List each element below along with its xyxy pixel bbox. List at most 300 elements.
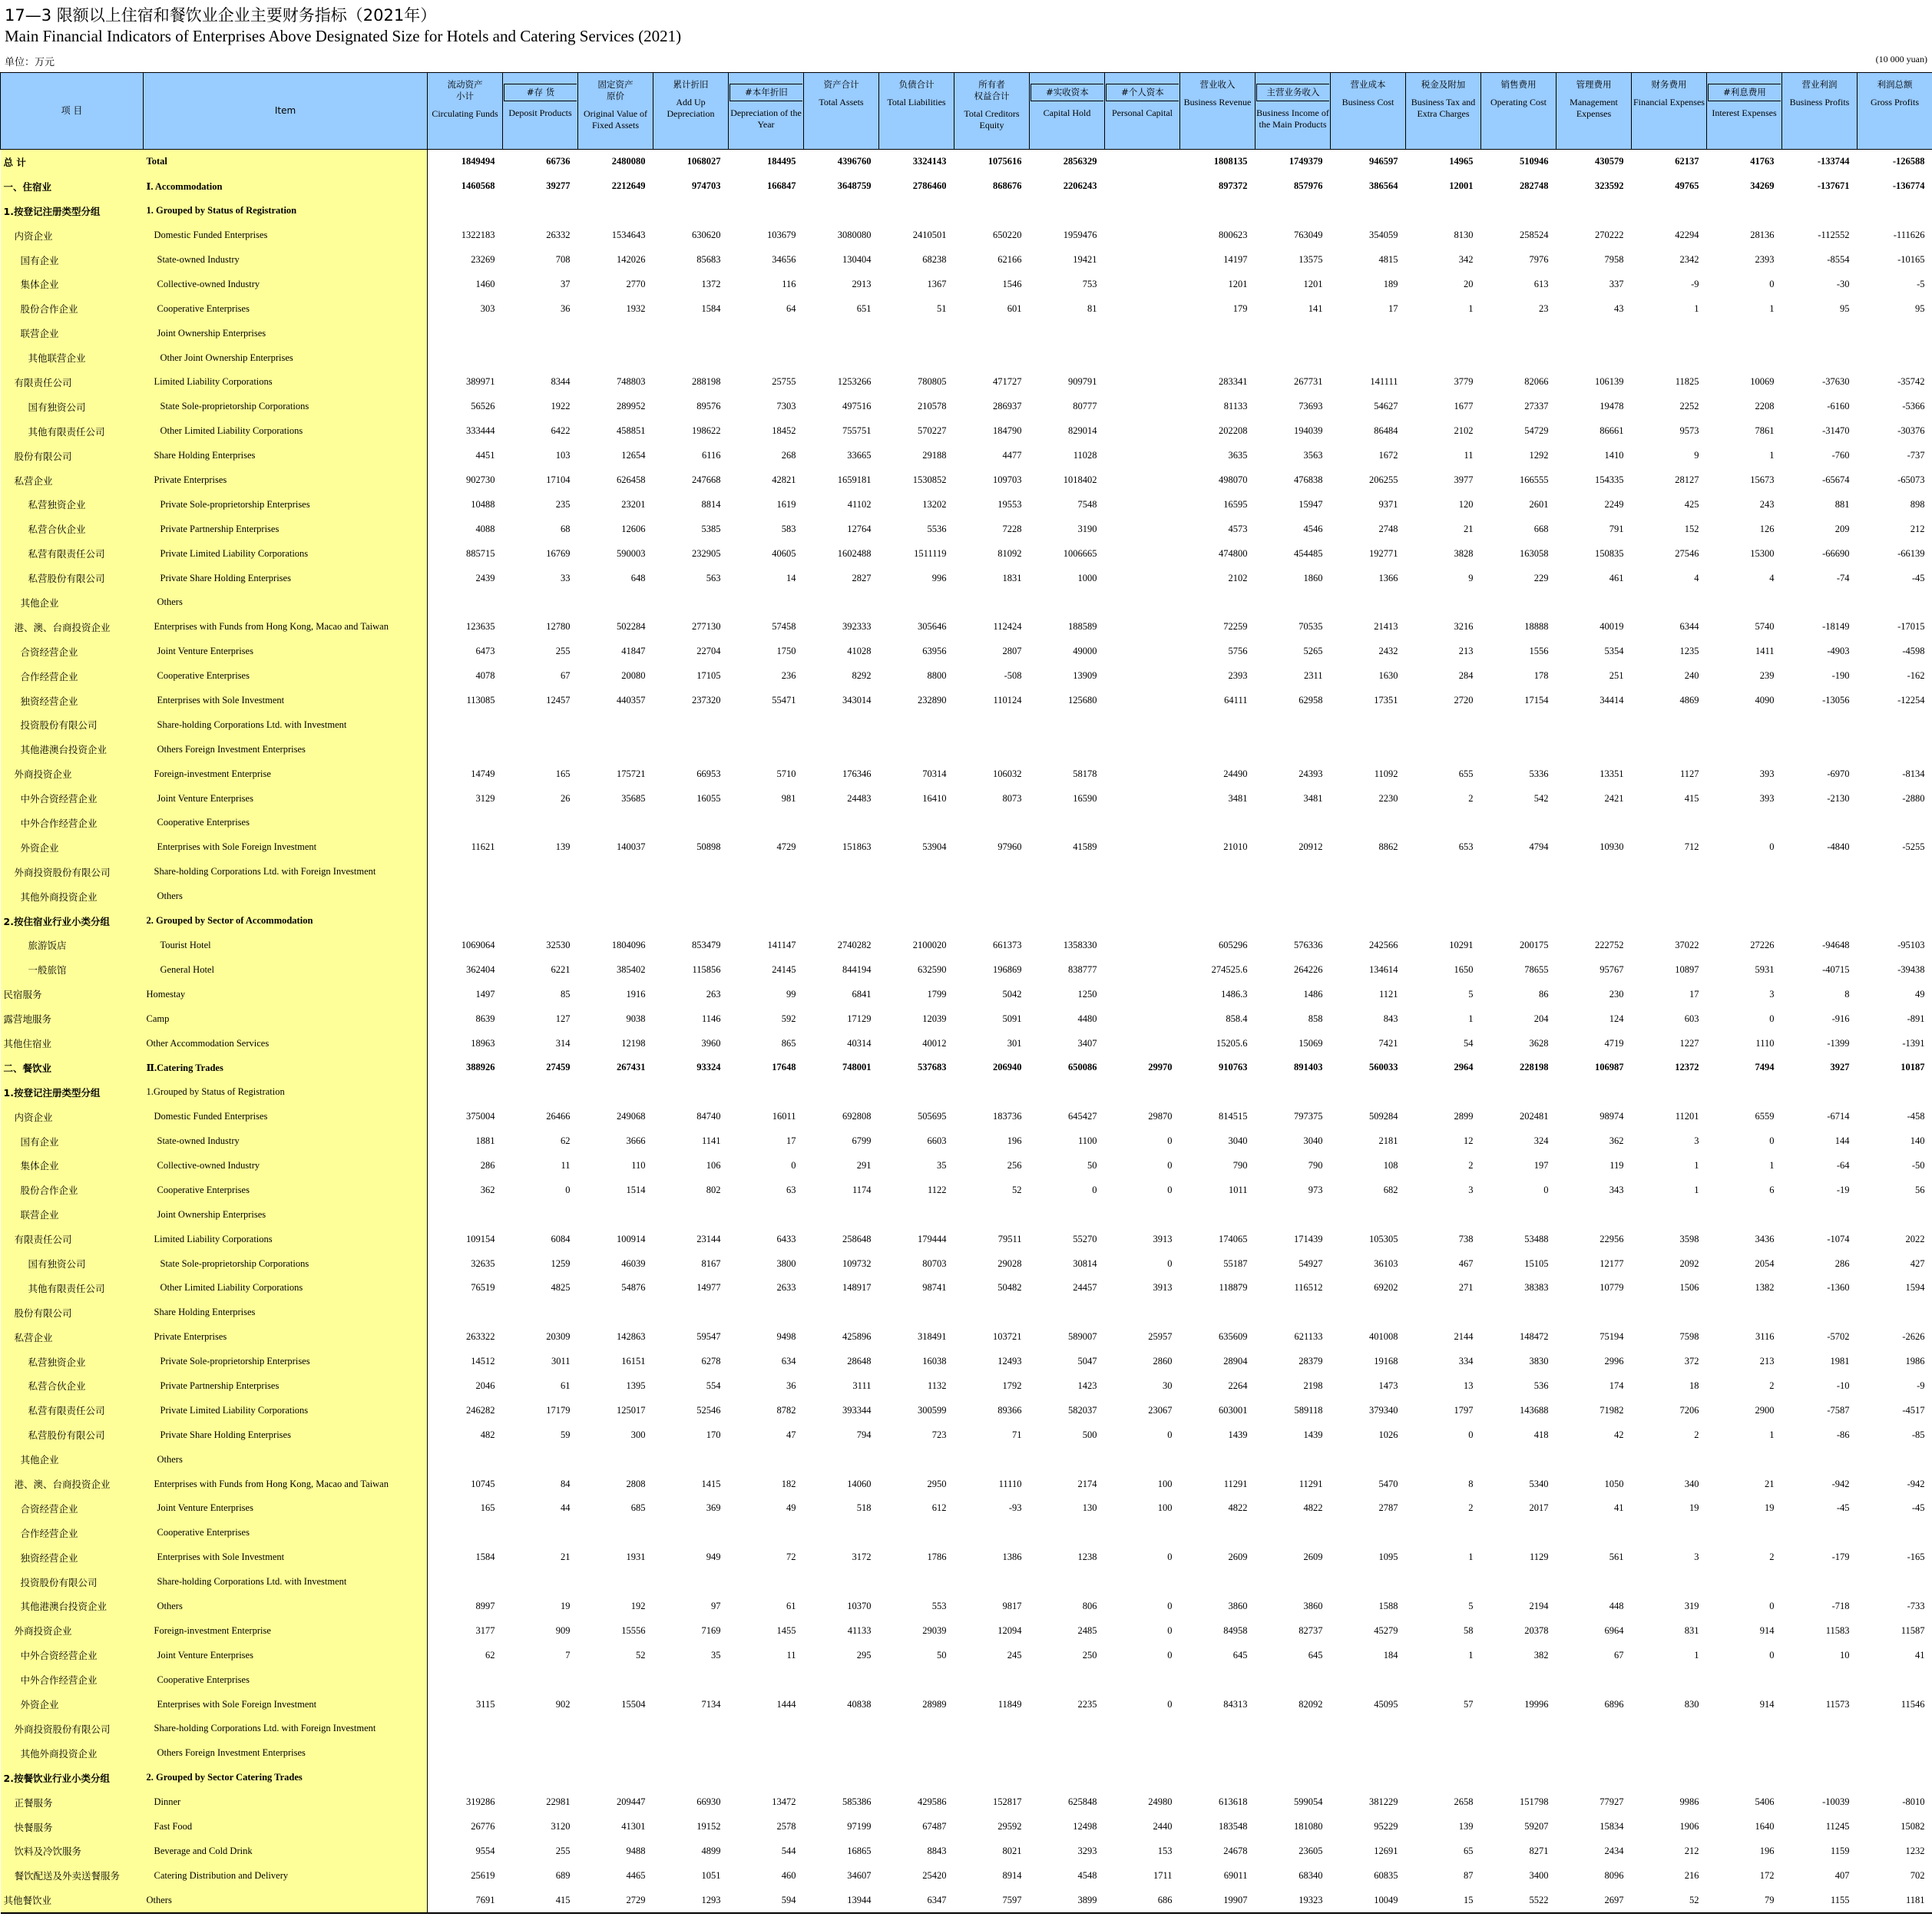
table-cell bbox=[578, 1741, 653, 1766]
table-cell: 1677 bbox=[1454, 401, 1474, 412]
table-cell: 6116 bbox=[701, 450, 721, 461]
row-label-cn: 合作经营企业 bbox=[1, 664, 144, 689]
table-cell: 183736 bbox=[993, 1111, 1022, 1122]
table-cell bbox=[1481, 345, 1557, 370]
table-cell: -13056 bbox=[1822, 695, 1850, 706]
table-row bbox=[1, 1056, 1932, 1080]
table-cell: 6896 bbox=[1604, 1698, 1624, 1710]
table-cell bbox=[1406, 1080, 1481, 1105]
table-cell: 50482 bbox=[997, 1282, 1022, 1294]
table-cell: 13472 bbox=[772, 1796, 796, 1808]
table-cell: 42821 bbox=[772, 474, 796, 486]
table-cell: 109703 bbox=[993, 474, 1022, 486]
table-cell: 15834 bbox=[1600, 1821, 1624, 1832]
table-cell bbox=[578, 1080, 653, 1105]
table-cell: 16410 bbox=[922, 792, 947, 804]
table-cell bbox=[1632, 737, 1707, 762]
table-cell bbox=[503, 321, 578, 345]
table-cell: 100 bbox=[1157, 1478, 1173, 1489]
table-cell: 902730 bbox=[466, 474, 495, 486]
table-cell: 69011 bbox=[1223, 1869, 1248, 1881]
table-cell bbox=[1707, 590, 1782, 615]
row-label-en: Private Enterprises bbox=[144, 1325, 428, 1350]
table-cell bbox=[1030, 909, 1105, 934]
table-cell: 949 bbox=[706, 1552, 721, 1563]
table-cell: 0 bbox=[1167, 1600, 1173, 1611]
table-cell: 1808135 bbox=[1213, 156, 1248, 167]
table-cell: 843 bbox=[1383, 1013, 1398, 1024]
table-cell: 34414 bbox=[1600, 695, 1624, 706]
table-cell: 144 bbox=[1834, 1135, 1850, 1147]
table-cell bbox=[1105, 1202, 1180, 1227]
table-cell: 23 bbox=[1539, 302, 1549, 314]
row-label-en: Camp bbox=[144, 1006, 428, 1031]
table-cell: 50 bbox=[1087, 1159, 1097, 1171]
table-cell: 460 bbox=[781, 1869, 796, 1881]
table-cell: 7598 bbox=[1679, 1331, 1699, 1343]
table-cell: 267431 bbox=[617, 1062, 646, 1073]
table-cell: -9 bbox=[1917, 1380, 1925, 1391]
table-cell bbox=[1557, 199, 1632, 223]
table-cell: 40314 bbox=[847, 1037, 872, 1049]
table-cell: 84740 bbox=[696, 1111, 721, 1122]
table-cell: 981 bbox=[781, 792, 796, 804]
table-cell: -86 bbox=[1836, 1429, 1850, 1440]
table-cell: 723 bbox=[931, 1429, 947, 1440]
table-row bbox=[1, 566, 1932, 590]
table-cell: 62 bbox=[561, 1135, 571, 1147]
table-cell: 28127 bbox=[1675, 474, 1699, 486]
table-cell: 0 bbox=[1092, 1184, 1097, 1195]
table-cell bbox=[578, 1570, 653, 1594]
row-label-cn: 其他港澳台投资企业 bbox=[1, 737, 144, 762]
table-cell: 70314 bbox=[922, 768, 947, 779]
table-cell: 236 bbox=[781, 670, 796, 682]
table-cell bbox=[1481, 1300, 1557, 1325]
table-cell: 362 bbox=[1609, 1135, 1624, 1147]
table-cell: 120 bbox=[1458, 498, 1474, 510]
table-cell bbox=[1406, 1521, 1481, 1545]
row-label-cn: 一、住宿业 bbox=[1, 174, 144, 199]
table-cell bbox=[1105, 1006, 1180, 1031]
row-label-en: Cooperative Enterprises bbox=[144, 811, 428, 835]
row-label-cn: 有限责任公司 bbox=[1, 370, 144, 395]
row-label-cn: 私营独资企业 bbox=[1, 492, 144, 517]
table-cell bbox=[1255, 1717, 1331, 1741]
column-header-8 bbox=[1030, 73, 1105, 150]
table-cell: 1141 bbox=[701, 1135, 721, 1147]
table-cell: 2 bbox=[1468, 1502, 1474, 1514]
table-cell bbox=[1481, 1570, 1557, 1594]
table-cell bbox=[428, 1570, 503, 1594]
table-cell: 59 bbox=[561, 1429, 571, 1440]
table-cell bbox=[1406, 1300, 1481, 1325]
column-header-15 bbox=[1557, 73, 1632, 150]
table-cell: 5522 bbox=[1481, 1888, 1557, 1913]
table-row bbox=[1, 1251, 1932, 1276]
table-row bbox=[1, 664, 1932, 689]
table-cell bbox=[578, 737, 653, 762]
table-cell bbox=[1030, 345, 1105, 370]
table-cell: -12254 bbox=[1897, 695, 1925, 706]
table-cell bbox=[879, 1741, 954, 1766]
table-cell: 589007 bbox=[1068, 1331, 1097, 1343]
table-cell: 93324 bbox=[696, 1062, 721, 1073]
table-cell bbox=[428, 1080, 503, 1105]
row-label-en: Domestic Funded Enterprises bbox=[144, 223, 428, 248]
table-cell bbox=[1406, 199, 1481, 223]
table-cell: 103 bbox=[555, 450, 571, 461]
table-cell: 1018402 bbox=[1063, 474, 1097, 486]
table-cell: 1410 bbox=[1604, 450, 1624, 461]
table-cell: 2807 bbox=[1002, 646, 1022, 657]
column-header-en: Depreciation of the Year bbox=[730, 107, 802, 130]
table-cell: 621133 bbox=[1294, 1331, 1323, 1343]
table-cell: -112552 bbox=[1818, 230, 1850, 241]
table-cell: 12001 bbox=[1449, 180, 1474, 192]
table-cell: 45279 bbox=[1374, 1624, 1398, 1636]
table-cell: 82066 bbox=[1524, 376, 1549, 388]
table-cell bbox=[1030, 884, 1105, 909]
table-cell: 245 bbox=[1007, 1649, 1022, 1661]
table-cell: 9817 bbox=[1002, 1600, 1022, 1611]
table-cell: 98741 bbox=[922, 1282, 947, 1294]
table-cell: 0 bbox=[1167, 1624, 1173, 1636]
table-cell: 8 bbox=[1844, 988, 1850, 1000]
table-cell: 196869 bbox=[993, 963, 1022, 975]
table-cell bbox=[1406, 712, 1481, 737]
table-cell: 1460568 bbox=[461, 180, 495, 192]
row-label-en: Private Partnership Enterprises bbox=[144, 517, 428, 541]
table-cell: 2996 bbox=[1604, 1356, 1624, 1367]
table-cell: 247668 bbox=[692, 474, 721, 486]
table-cell: 17129 bbox=[847, 1013, 872, 1024]
table-cell: 2740282 bbox=[837, 939, 872, 950]
table-cell bbox=[879, 199, 954, 223]
table-cell bbox=[804, 1447, 879, 1472]
table-cell bbox=[428, 199, 503, 223]
table-cell: 19 bbox=[1689, 1502, 1699, 1514]
table-cell: 70535 bbox=[1298, 621, 1323, 633]
table-cell: 1588 bbox=[1378, 1600, 1398, 1611]
row-label-en: Share-holding Corporations Ltd. with Investment bbox=[144, 1570, 428, 1594]
table-row bbox=[1, 1178, 1932, 1202]
table-cell: 2410501 bbox=[912, 230, 947, 241]
table-cell bbox=[954, 1300, 1030, 1325]
table-cell bbox=[1632, 345, 1707, 370]
table-cell bbox=[428, 1447, 503, 1472]
table-cell: 43 bbox=[1614, 302, 1624, 314]
table-cell: 30814 bbox=[1073, 1257, 1097, 1269]
table-cell bbox=[1707, 1766, 1782, 1790]
table-cell: 106032 bbox=[993, 768, 1022, 779]
table-cell bbox=[578, 1521, 653, 1545]
row-label-en: Other Accommodation Services bbox=[144, 1031, 428, 1056]
table-cell bbox=[729, 811, 804, 835]
table-cell: 202481 bbox=[1520, 1111, 1549, 1122]
table-cell: 148472 bbox=[1520, 1331, 1549, 1343]
table-cell: 17351 bbox=[1374, 695, 1398, 706]
table-cell bbox=[954, 1766, 1030, 1790]
table-cell: 56 bbox=[1915, 1184, 1925, 1195]
table-cell: 55187 bbox=[1223, 1257, 1248, 1269]
table-cell bbox=[653, 590, 729, 615]
table-cell: 62166 bbox=[997, 254, 1022, 265]
table-cell bbox=[503, 860, 578, 884]
table-cell: 11291 bbox=[1223, 1478, 1248, 1489]
table-cell bbox=[1105, 321, 1180, 345]
table-cell bbox=[954, 860, 1030, 884]
table-cell: 62 bbox=[485, 1649, 495, 1661]
table-cell bbox=[1782, 1741, 1858, 1766]
table-cell: 7861 bbox=[1755, 425, 1775, 437]
table-cell bbox=[1331, 199, 1406, 223]
table-cell bbox=[1481, 1202, 1557, 1227]
table-cell: 3172 bbox=[852, 1552, 872, 1563]
table-cell: 71 bbox=[1012, 1429, 1022, 1440]
table-cell bbox=[503, 590, 578, 615]
table-cell bbox=[503, 199, 578, 223]
table-cell: 537683 bbox=[918, 1062, 947, 1073]
table-cell: 510946 bbox=[1520, 156, 1549, 167]
table-cell: 7494 bbox=[1755, 1062, 1775, 1073]
table-cell: 95 bbox=[1840, 302, 1850, 314]
table-cell: 86484 bbox=[1374, 425, 1398, 437]
row-label-cn: 其他住宿业 bbox=[1, 1031, 144, 1056]
table-cell bbox=[1331, 1766, 1406, 1790]
row-label-cn: 股份有限公司 bbox=[1, 444, 144, 468]
table-cell bbox=[1030, 1570, 1105, 1594]
table-cell: 19168 bbox=[1374, 1356, 1398, 1367]
table-cell bbox=[954, 345, 1030, 370]
table-cell bbox=[1105, 395, 1180, 419]
table-cell bbox=[653, 1447, 729, 1472]
table-cell: 189 bbox=[1383, 278, 1398, 289]
table-cell: 5336 bbox=[1529, 768, 1549, 779]
table-cell: 35 bbox=[937, 1159, 947, 1171]
table-cell bbox=[1858, 1570, 1932, 1594]
table-cell bbox=[1858, 712, 1932, 737]
row-label-cn: 股份合作企业 bbox=[1, 296, 144, 321]
row-label-cn: 合资经营企业 bbox=[1, 1496, 144, 1521]
table-cell: 52 bbox=[1632, 1888, 1707, 1913]
table-cell: 8167 bbox=[701, 1257, 721, 1269]
table-cell bbox=[1331, 1521, 1406, 1545]
table-cell bbox=[1406, 1741, 1481, 1766]
table-cell: 407 bbox=[1834, 1869, 1850, 1881]
table-cell bbox=[1406, 1766, 1481, 1790]
table-cell: 181080 bbox=[1294, 1821, 1323, 1832]
table-cell: 118879 bbox=[1219, 1282, 1248, 1294]
table-cell: 51 bbox=[937, 302, 947, 314]
table-cell: 66736 bbox=[546, 156, 571, 167]
table-cell: 1584 bbox=[475, 1552, 495, 1563]
table-cell: 98974 bbox=[1600, 1111, 1624, 1122]
table-row bbox=[1, 982, 1932, 1006]
table-cell: 16011 bbox=[772, 1111, 796, 1122]
table-cell: 106987 bbox=[1595, 1062, 1624, 1073]
table-cell bbox=[1105, 909, 1180, 934]
column-header-2 bbox=[578, 73, 653, 150]
table-cell bbox=[1105, 199, 1180, 223]
table-cell: -39438 bbox=[1897, 963, 1925, 975]
table-cell: 3899 bbox=[1030, 1888, 1105, 1913]
table-cell: -45 bbox=[1911, 1502, 1925, 1514]
table-cell: 2578 bbox=[776, 1821, 796, 1832]
table-cell: 4815 bbox=[1378, 254, 1398, 265]
table-cell bbox=[879, 884, 954, 909]
column-header-cn: 利润总额 bbox=[1877, 79, 1913, 90]
table-cell: 0 bbox=[1167, 1184, 1173, 1195]
table-cell: -4598 bbox=[1902, 646, 1925, 657]
table-cell bbox=[1632, 1667, 1707, 1692]
table-cell: 13909 bbox=[1073, 670, 1097, 682]
table-cell: 15673 bbox=[1750, 474, 1775, 486]
row-label-cn: 内资企业 bbox=[1, 1105, 144, 1129]
table-cell bbox=[428, 1717, 503, 1741]
table-cell: 4 bbox=[1769, 572, 1775, 583]
table-cell bbox=[653, 1570, 729, 1594]
table-cell: 125017 bbox=[617, 1404, 646, 1416]
table-cell: 708 bbox=[555, 254, 571, 265]
row-label-cn: 联营企业 bbox=[1, 321, 144, 345]
table-cell: 1511119 bbox=[914, 547, 947, 559]
table-cell bbox=[1255, 1766, 1331, 1790]
row-label-en: Limited Liability Corporations bbox=[144, 1227, 428, 1251]
row-label-cn: 其他有限责任公司 bbox=[1, 419, 144, 444]
table-row bbox=[1, 590, 1932, 615]
column-header-cn: 主营业务收入 bbox=[1256, 84, 1329, 101]
table-cell: 4822 bbox=[1303, 1502, 1323, 1514]
table-cell: 429586 bbox=[918, 1796, 947, 1808]
table-cell: 3400 bbox=[1529, 1869, 1549, 1881]
table-cell: 3080080 bbox=[837, 230, 872, 241]
table-cell bbox=[1030, 1766, 1105, 1790]
table-cell: 41847 bbox=[621, 646, 646, 657]
table-cell bbox=[1105, 468, 1180, 493]
row-label-en: Foreign-investment Enterprise bbox=[144, 762, 428, 786]
table-cell bbox=[1707, 1202, 1782, 1227]
row-label-cn: 饮料及冷饮服务 bbox=[1, 1839, 144, 1863]
table-cell: 1201 bbox=[1228, 278, 1248, 289]
table-cell bbox=[1782, 860, 1858, 884]
table-cell: 712 bbox=[1684, 841, 1699, 853]
table-cell: 179 bbox=[1232, 302, 1248, 314]
row-label-en: 2. Grouped by Sector Catering Trades bbox=[144, 1766, 428, 1790]
table-cell: 1155 bbox=[1782, 1888, 1858, 1913]
table-cell: 23144 bbox=[696, 1233, 721, 1244]
column-header-18 bbox=[1782, 73, 1858, 150]
table-cell: 1121 bbox=[1378, 988, 1398, 1000]
table-cell bbox=[653, 712, 729, 737]
table-cell: 9488 bbox=[626, 1845, 646, 1856]
row-label-cn: 私营企业 bbox=[1, 468, 144, 493]
table-cell: 175721 bbox=[617, 768, 646, 779]
table-cell bbox=[1105, 1521, 1180, 1545]
table-row bbox=[1, 345, 1932, 370]
table-cell: 16055 bbox=[696, 792, 721, 804]
row-label-cn: 2.按住宿业行业小类分组 bbox=[1, 909, 144, 934]
table-cell: 84958 bbox=[1223, 1624, 1248, 1636]
table-cell bbox=[503, 1080, 578, 1105]
table-cell: 50898 bbox=[696, 841, 721, 853]
table-cell: 4090 bbox=[1755, 695, 1775, 706]
table-cell bbox=[1481, 712, 1557, 737]
table-cell: 34656 bbox=[772, 254, 796, 265]
table-cell bbox=[1105, 664, 1180, 689]
row-label-cn: 其他联营企业 bbox=[1, 345, 144, 370]
row-label-en: Others bbox=[144, 1594, 428, 1619]
table-row bbox=[1, 762, 1932, 786]
table-cell: 171439 bbox=[1294, 1233, 1323, 1244]
table-cell bbox=[729, 1741, 804, 1766]
table-cell bbox=[503, 1570, 578, 1594]
table-cell: 109732 bbox=[842, 1257, 872, 1269]
table-cell: 454485 bbox=[1294, 547, 1323, 559]
row-label-en: State-owned Industry bbox=[144, 1129, 428, 1154]
table-cell: 4869 bbox=[1679, 695, 1699, 706]
table-cell: 2900 bbox=[1755, 1404, 1775, 1416]
table-cell: 689 bbox=[555, 1869, 571, 1881]
financial-table bbox=[0, 72, 1932, 1914]
table-cell: 319286 bbox=[466, 1796, 495, 1808]
table-cell: 29188 bbox=[922, 450, 947, 461]
table-cell: 2860 bbox=[1153, 1356, 1173, 1367]
table-cell: -508 bbox=[1004, 670, 1022, 682]
table-cell: -10165 bbox=[1897, 254, 1925, 265]
table-cell: 425896 bbox=[842, 1331, 872, 1343]
table-cell: 6344 bbox=[1679, 621, 1699, 633]
table-cell bbox=[1632, 590, 1707, 615]
table-cell bbox=[1406, 590, 1481, 615]
table-cell bbox=[653, 1300, 729, 1325]
table-cell bbox=[1105, 1667, 1180, 1692]
table-cell: 582037 bbox=[1068, 1404, 1097, 1416]
table-cell: 77927 bbox=[1600, 1796, 1624, 1808]
table-cell: 1906 bbox=[1679, 1821, 1699, 1832]
row-label-cn: 投资股份有限公司 bbox=[1, 1570, 144, 1594]
table-cell: 53488 bbox=[1524, 1233, 1549, 1244]
table-cell: 337 bbox=[1609, 278, 1624, 289]
table-cell bbox=[1030, 1521, 1105, 1545]
table-cell: 3666 bbox=[626, 1135, 646, 1147]
table-cell bbox=[1632, 909, 1707, 934]
table-cell bbox=[1406, 1717, 1481, 1741]
table-cell: 16865 bbox=[847, 1845, 872, 1856]
table-cell bbox=[1030, 1717, 1105, 1741]
table-cell bbox=[1406, 811, 1481, 835]
table-cell: 17648 bbox=[772, 1062, 796, 1073]
table-cell: 500 bbox=[1082, 1429, 1097, 1440]
table-cell: 2697 bbox=[1557, 1888, 1632, 1913]
table-cell: 206940 bbox=[993, 1062, 1022, 1073]
table-cell bbox=[578, 811, 653, 835]
table-cell: 738 bbox=[1458, 1233, 1474, 1244]
table-cell bbox=[1632, 712, 1707, 737]
table-cell: 7958 bbox=[1604, 254, 1624, 265]
table-cell bbox=[1255, 590, 1331, 615]
table-cell: 1 bbox=[1694, 1184, 1699, 1195]
table-cell: 914 bbox=[1759, 1698, 1775, 1710]
table-cell: 1711 bbox=[1153, 1869, 1173, 1881]
table-cell: 634 bbox=[781, 1356, 796, 1367]
table-cell: -7587 bbox=[1827, 1404, 1850, 1416]
table-cell bbox=[729, 884, 804, 909]
table-cell: 7548 bbox=[1077, 498, 1097, 510]
table-cell: 1514 bbox=[626, 1184, 646, 1195]
table-cell: 4451 bbox=[475, 450, 495, 461]
table-cell bbox=[879, 1766, 954, 1790]
